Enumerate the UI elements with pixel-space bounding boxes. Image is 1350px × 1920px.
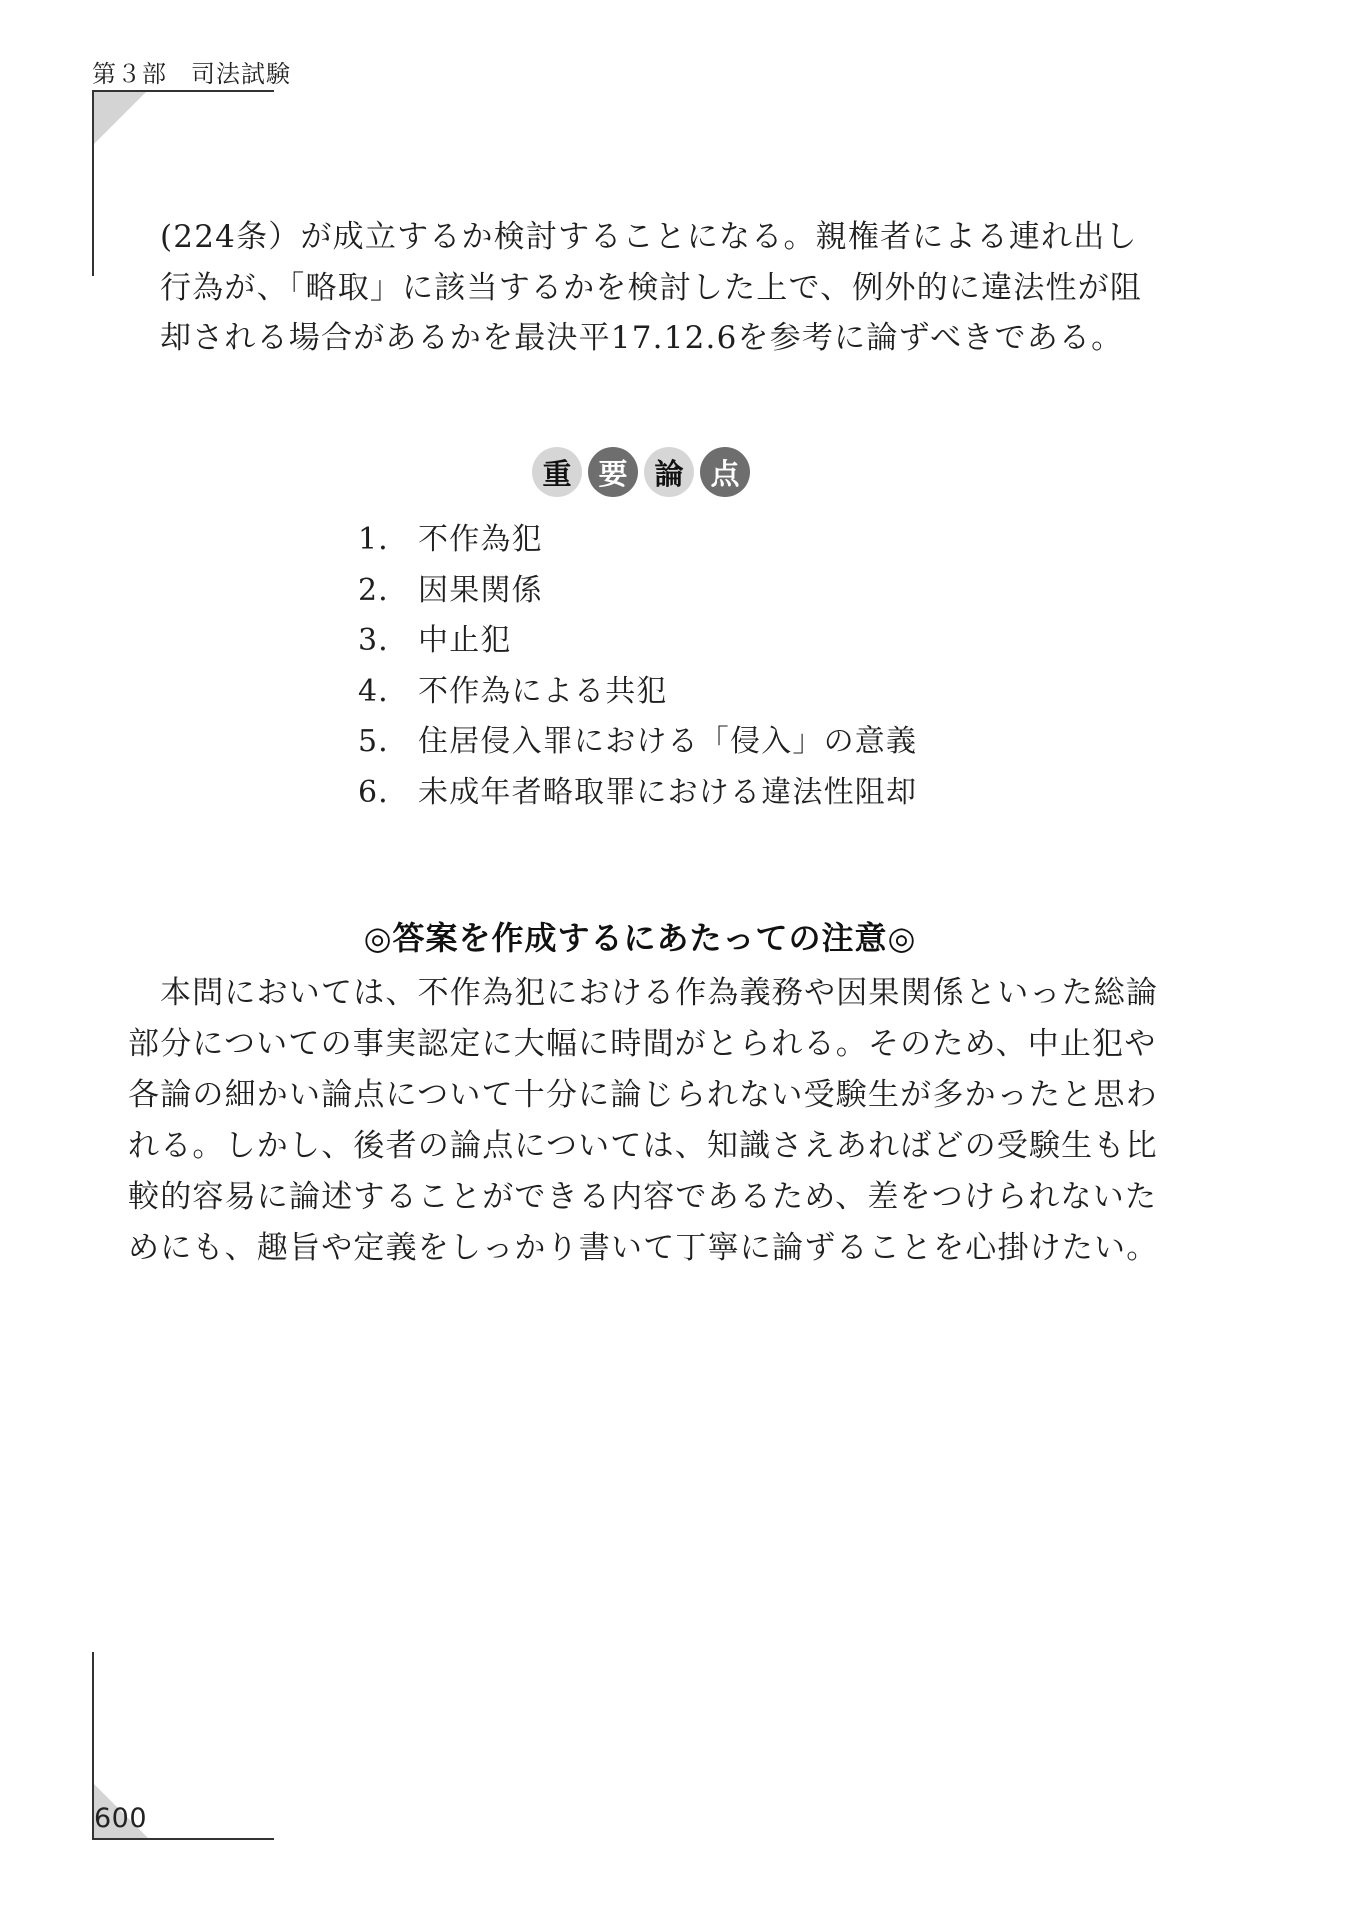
heading-badge-4: 点 (700, 447, 750, 497)
intro-line-1: (224条）が成立するか検討することになる。親権者による連れ出し (160, 219, 1138, 255)
item-number: 6． (358, 774, 410, 810)
header-corner-triangle (94, 92, 146, 144)
running-head (92, 54, 291, 89)
item-text: 中止犯 (418, 623, 512, 659)
heading-badge-2: 要 (588, 447, 638, 497)
list-item (358, 515, 917, 566)
notes-line-3: 各論の細かい論点について十分に論じられない受験生が多かったと思わ (128, 1077, 1158, 1113)
item-number: 5． (358, 724, 410, 760)
notes-line-5: 較的容易に論述することができる内容であるため、差をつけられないた (128, 1179, 1158, 1215)
item-number: 3． (358, 623, 410, 659)
notes-line-2: 部分についての事実認定に大幅に時間がとられる。そのため、中止犯や (128, 1026, 1157, 1062)
item-text: 因果関係 (418, 572, 543, 608)
item-text: 未成年者略取罪における違法性阻却 (418, 774, 918, 810)
important-points-list (358, 515, 917, 819)
list-item (358, 616, 917, 667)
intro-line-2: 行為が、「略取」に該当するかを検討した上で、例外的に違法性が阻 (160, 269, 1143, 306)
item-text: 住居侵入罪における「侵入」の意義 (418, 724, 918, 760)
notes-line-6: めにも、趣旨や定義をしっかり書いて丁寧に論ずることを心掛けたい。 (128, 1230, 1159, 1266)
important-points-heading (532, 447, 750, 497)
list-item (358, 566, 917, 617)
list-item (358, 768, 917, 819)
notes-line-4: れる。しかし、後者の論点については、知識さえあればどの受験生も比 (128, 1128, 1158, 1164)
part-label: 第３部 (92, 60, 167, 88)
item-number: 1． (358, 522, 410, 557)
item-text: 不作為による共犯 (418, 673, 668, 709)
page-number: 600 (94, 1803, 148, 1834)
intro-line-3: 却される場合があるかを最決平17.12.6を参考に論ずべきである。 (160, 320, 1124, 356)
footer-rule (92, 1838, 274, 1840)
item-text: 不作為犯 (418, 522, 543, 557)
item-number: 2． (358, 572, 410, 608)
heading-badge-3: 論 (644, 447, 694, 497)
item-number: 4． (358, 673, 410, 709)
section-label: 司法試験 (191, 60, 291, 88)
notes-line-1: 本問においては、不作為犯における作為義務や因果関係といった総論 (160, 975, 1159, 1011)
notes-paragraph (128, 968, 1158, 1274)
heading-badge-1: 重 (532, 447, 582, 497)
list-item (358, 717, 917, 768)
intro-paragraph (160, 212, 1142, 364)
notes-heading: ◎答案を作成するにあたっての注意◎ (363, 919, 917, 957)
list-item (358, 667, 917, 718)
